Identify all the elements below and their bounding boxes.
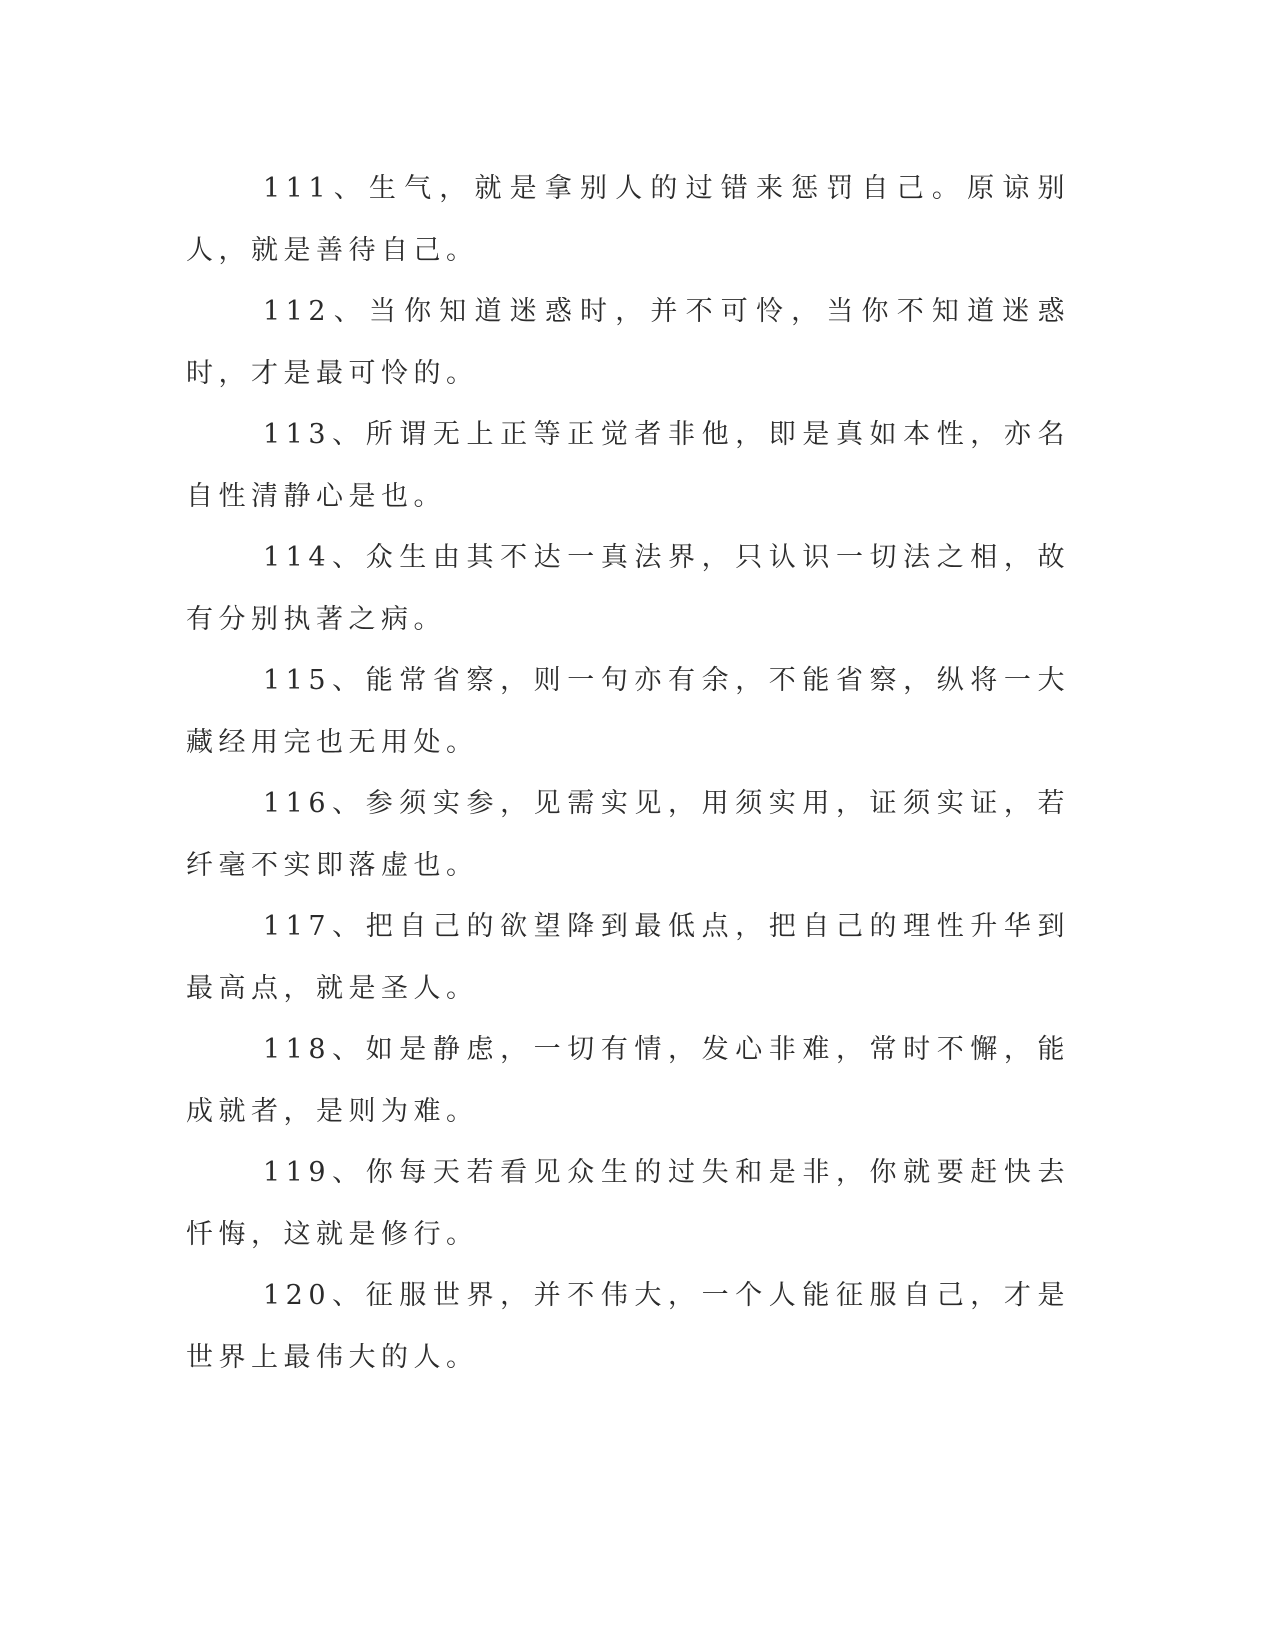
quote-paragraph-115: 115、能常省察，则一句亦有余，不能省察，纵将一大藏经用完也无用处。 [186,665,1070,758]
quote-paragraph-118: 118、如是静虑，一切有情，发心非难，常时不懈，能成就者，是则为难。 [186,1034,1070,1127]
quote-paragraph-116: 116、参须实参，见需实见，用须实用，证须实证，若纤毫不实即落虚也。 [186,788,1070,881]
quote-paragraph-111: 111、生气，就是拿别人的过错来惩罚自己。原谅别人，就是善待自己。 [186,173,1070,266]
quote-paragraph-120: 120、征服世界，并不伟大，一个人能征服自己，才是世界上最伟大的人。 [186,1280,1070,1373]
quote-paragraph-112: 112、当你知道迷惑时，并不可怜，当你不知道迷惑时，才是最可怜的。 [186,296,1070,389]
quote-paragraph-114: 114、众生由其不达一真法界，只认识一切法之相，故有分别执著之病。 [186,542,1070,635]
quote-paragraph-113: 113、所谓无上正等正觉者非他，即是真如本性，亦名自性清静心是也。 [186,419,1070,512]
quote-paragraph-117: 117、把自己的欲望降到最低点，把自己的理性升华到最高点，就是圣人。 [186,911,1070,1004]
quote-list [186,158,1070,1388]
quote-paragraph-119: 119、你每天若看见众生的过失和是非，你就要赶快去忏悔，这就是修行。 [186,1157,1070,1250]
